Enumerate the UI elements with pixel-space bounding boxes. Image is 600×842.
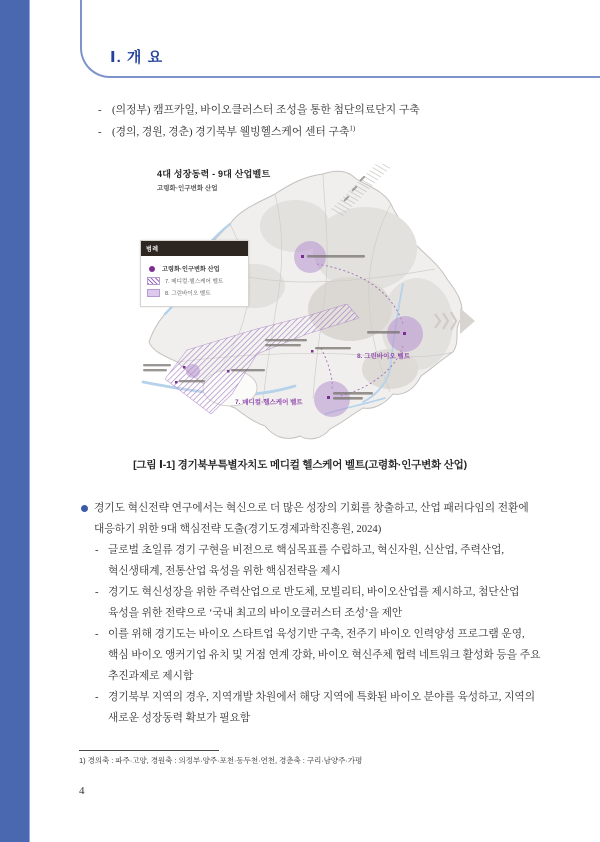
footnote-rule bbox=[79, 750, 219, 751]
sub-item bbox=[95, 582, 543, 624]
sub-item-text: 이를 위해 경기도는 바이오 스타트업 육성기반 구축, 전주기 바이오 인력양성 프로그램 운영, 핵심 바이오 앵커기업 유치 및 거점 연계 강화, 바이오 혁신주체 협력 네트워크 활성화 등을 주요 추진과제로 제시함 bbox=[108, 628, 541, 682]
legend-label: 7. 메디컬·헬스케어 벨트 bbox=[165, 279, 224, 285]
footnote: 1) 경의축 : 파주·고양, 경원축 : 의정부·양주·포천·동두천·연천, 경춘축 : 구리·남양주·가평 bbox=[79, 756, 363, 765]
map-legend bbox=[140, 240, 249, 307]
list-item bbox=[98, 99, 548, 121]
medical-belt-label: 7. 메디컬·헬스케어 벨트 bbox=[235, 399, 303, 406]
map-subtitle: 고령화·인구변화 산업 bbox=[157, 185, 218, 192]
map-figure bbox=[135, 164, 475, 456]
sub-item-text: 글로벌 초일류 경기 구현을 비전으로 핵심목표를 수립하고, 혁신자원, 신산업, 주력산업, 혁신생태계, 전통산업 육성을 위한 핵심전략을 제시 bbox=[108, 544, 505, 577]
dash-marker: - bbox=[95, 691, 99, 703]
figure-caption: [그림 Ⅰ-1] 경기북부특별자치도 메디컬 헬스케어 벨트(고령화·인구변화 산업) bbox=[133, 459, 467, 471]
map-title: 4대 성장동력 - 9대 산업벨트 bbox=[157, 169, 271, 179]
list-item-text bbox=[112, 121, 355, 143]
bullet-text: 경기도 혁신전략 연구에서는 혁신으로 더 많은 성장의 기회를 창출하고, 산업 패러다임의 전환에 대응하기 위한 9대 핵심전략 도출(경기도경제과학진흥원, 2024) bbox=[94, 502, 529, 535]
legend-body bbox=[141, 256, 248, 306]
direction-arrow-head-icon bbox=[460, 308, 475, 334]
footnote-ref: 1) bbox=[349, 124, 356, 133]
legend-label: 고령화·인구변화 산업 bbox=[162, 266, 220, 273]
gyeonggi-map bbox=[135, 164, 475, 456]
dash-marker: - bbox=[98, 104, 102, 116]
dash-marker: - bbox=[95, 544, 99, 556]
body-text bbox=[81, 498, 543, 729]
bullet-item bbox=[81, 498, 543, 540]
dash-marker: - bbox=[95, 586, 99, 598]
page-number: 4 bbox=[79, 785, 85, 797]
legend-label: 8. 그린바이오 벨트 bbox=[165, 291, 211, 297]
sub-item-text: 경기북부 지역의 경우, 지역개발 차원에서 해당 지역에 특화된 바이오 분야를 육성하고, 지역의 새로운 성장동력 확보가 필요함 bbox=[108, 691, 536, 724]
dash-marker: - bbox=[95, 628, 99, 640]
section-title: Ⅰ. 개 요 bbox=[110, 49, 164, 66]
fill-swatch-icon bbox=[147, 289, 160, 297]
legend-item bbox=[147, 289, 242, 297]
intro-list bbox=[98, 99, 548, 143]
green-bio-belt-label: 8. 그린바이오 벨트 bbox=[357, 353, 410, 360]
sub-item bbox=[95, 540, 543, 582]
dot-swatch-icon bbox=[149, 266, 155, 272]
dash-marker: - bbox=[98, 126, 102, 138]
map-title-block bbox=[157, 167, 270, 192]
legend-item bbox=[147, 277, 242, 285]
hatch-swatch-icon bbox=[147, 277, 160, 285]
list-item bbox=[98, 121, 548, 143]
legend-header: 범례 bbox=[141, 241, 248, 256]
bullet-icon bbox=[81, 505, 88, 512]
list-item-text-main: (경의, 경원, 경춘) 경기북부 웰빙헬스케어 센터 구축 bbox=[112, 126, 350, 138]
sub-item bbox=[95, 687, 543, 729]
sub-item-text: 경기도 혁신성장을 위한 주력산업으로 반도체, 모빌리티, 바이오산업를 제시하고, 첨단산업 육성을 위한 전략으로 ‘국내 최고의 바이오클러스터 조성’을 제안 bbox=[108, 586, 520, 619]
legend-item bbox=[147, 264, 242, 273]
list-item-text: (의정부) 캠프카일, 바이오클러스터 조성을 통한 첨단의료단지 구축 bbox=[112, 104, 420, 116]
left-accent-band bbox=[0, 0, 30, 842]
sub-item bbox=[95, 624, 543, 687]
